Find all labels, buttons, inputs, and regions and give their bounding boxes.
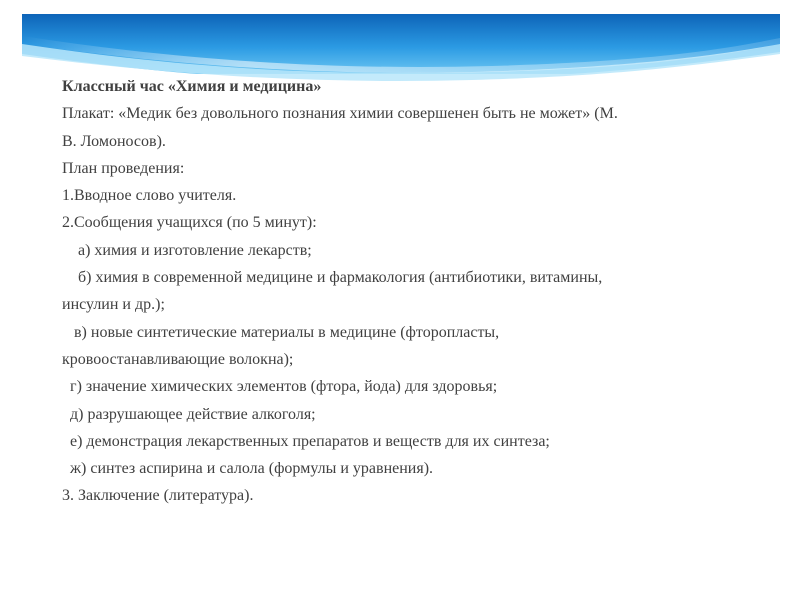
text-line-subitem-v-cont: кровоостанавливающие волокна); bbox=[62, 350, 294, 368]
text-line-subitem-a: а) химия и изготовление лекарств; bbox=[62, 241, 312, 259]
slide-content bbox=[62, 73, 762, 510]
text-line-poster: Плакат: «Медик без довольного познания химии совершенен быть не может» (М. bbox=[62, 105, 618, 123]
text-line-subitem-zh: ж) синтез аспирина и салола (формулы и уравнения). bbox=[62, 460, 434, 478]
text-line-poster-author: В. Ломоносов). bbox=[62, 132, 166, 150]
text-line-plan-heading: План проведения: bbox=[62, 159, 185, 177]
text-line-subitem-e: е) демонстрация лекарственных препаратов и веществ для их синтеза; bbox=[62, 432, 550, 450]
text-line-subitem-b-cont: инсулин и др.); bbox=[62, 296, 165, 314]
text-line-item-3: 3. Заключение (литература). bbox=[62, 487, 254, 505]
slide-title: Классный час «Химия и медицина» bbox=[62, 78, 322, 95]
text-line-subitem-d: д) разрушающее действие алкоголя; bbox=[62, 405, 316, 423]
text-line-subitem-b: б) химия в современной медицине и фармакология (антибиотики, витамины, bbox=[62, 269, 603, 287]
text-line-item-2: 2.Сообщения учащихся (по 5 минут): bbox=[62, 214, 317, 232]
text-line-item-1: 1.Вводное слово учителя. bbox=[62, 187, 237, 205]
text-line-subitem-v: в) новые синтетические материалы в медицине (фторопласты, bbox=[62, 323, 500, 341]
text-line-subitem-g: г) значение химических элементов (фтора, йода) для здоровья; bbox=[62, 378, 498, 396]
